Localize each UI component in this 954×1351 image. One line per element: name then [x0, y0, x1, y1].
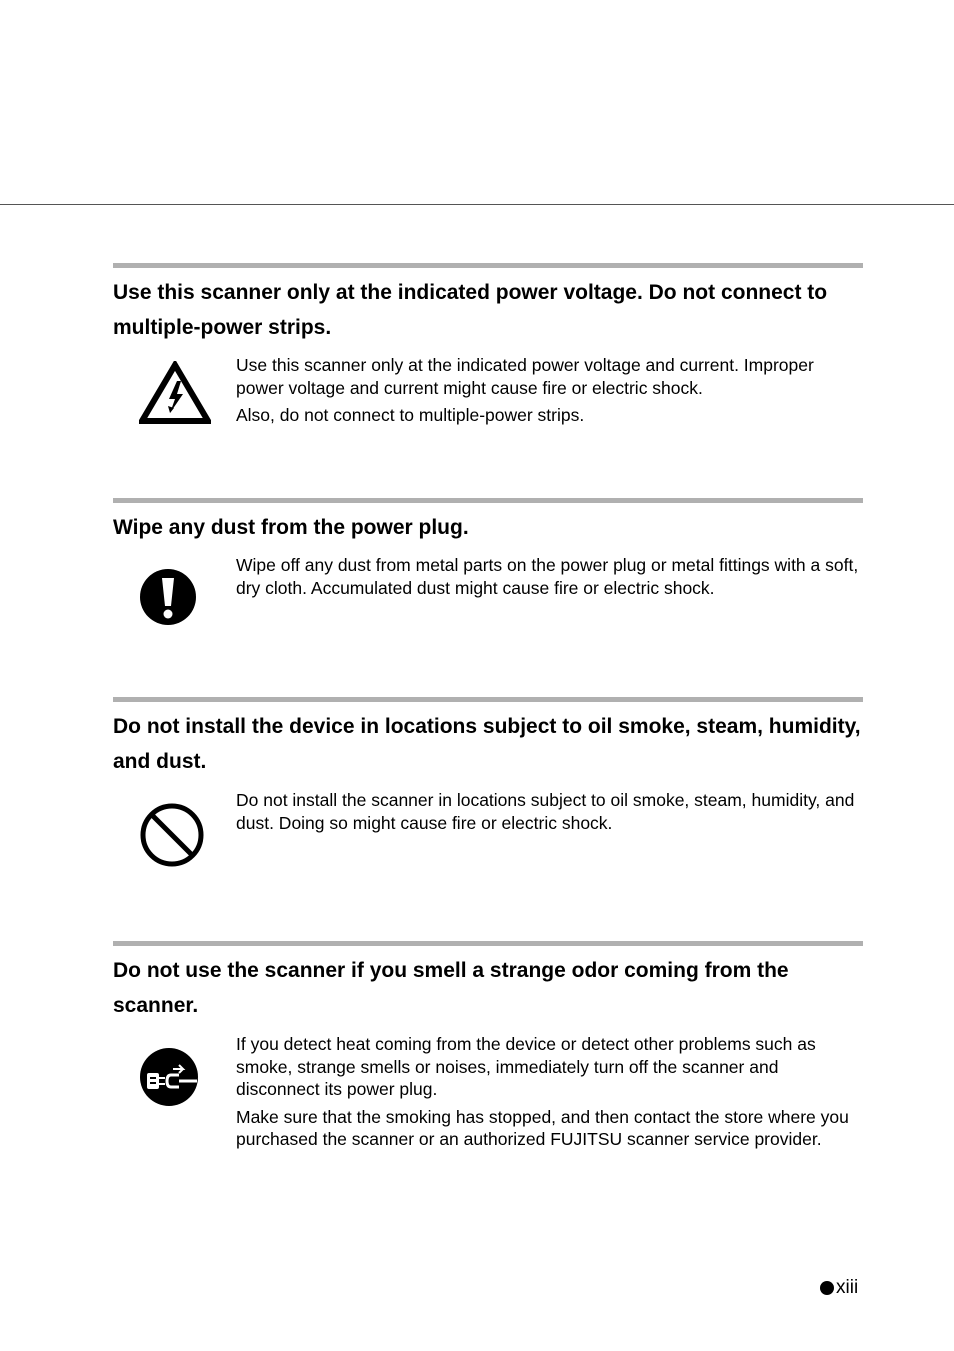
body-paragraph: Use this scanner only at the indicated power voltage and current. Improper power voltage and current might cause fire or electric shock.	[236, 355, 814, 398]
warning-section-dust-plug	[113, 498, 863, 598]
page-number-text: xiii	[836, 1277, 859, 1298]
warning-section-strange-odor	[113, 941, 863, 1149]
section-title: Do not use the scanner if you smell a strange odor coming from the scanner.	[113, 959, 789, 1017]
unplug-power-icon	[139, 1047, 199, 1112]
body-paragraph: Also, do not connect to multiple-power strips.	[236, 405, 585, 425]
section-divider	[113, 697, 863, 702]
section-body	[236, 354, 866, 432]
section-title: Do not install the device in locations subject to oil smoke, steam, humidity, and dust.	[113, 715, 861, 773]
section-title: Wipe any dust from the power plug.	[113, 516, 469, 539]
section-body	[236, 554, 866, 604]
body-paragraph: If you detect heat coming from the device or detect other problems such as smoke, strange smells or noises, immediately turn off the scanner and disconnect its power plug.	[236, 1034, 816, 1099]
page-number	[820, 1277, 858, 1299]
bullet-dot-icon	[820, 1281, 834, 1295]
section-divider	[113, 941, 863, 946]
warning-section-power-voltage	[113, 263, 863, 425]
body-paragraph: Wipe off any dust from metal parts on the power plug or metal fittings with a soft, dry cloth. Accumulated dust might cause fire or electric shock.	[236, 555, 859, 598]
body-paragraph: Make sure that the smoking has stopped, and then contact the store where you purchased the scanner or an authorized FUJITSU scanner service provider.	[236, 1106, 849, 1149]
mandatory-action-icon	[139, 568, 197, 631]
section-body	[236, 1033, 866, 1156]
warning-section-location	[113, 697, 863, 833]
section-divider	[113, 263, 863, 268]
header-rule	[0, 204, 954, 205]
prohibition-icon	[139, 802, 205, 873]
section-title: Use this scanner only at the indicated power voltage. Do not connect to multiple-power strips.	[113, 281, 828, 339]
section-body	[236, 789, 866, 839]
electric-shock-warning-icon	[139, 361, 211, 430]
section-divider	[113, 498, 863, 503]
body-paragraph: Do not install the scanner in locations subject to oil smoke, steam, humidity, and dust. Doing so might cause fire or electric shock.	[236, 790, 855, 833]
